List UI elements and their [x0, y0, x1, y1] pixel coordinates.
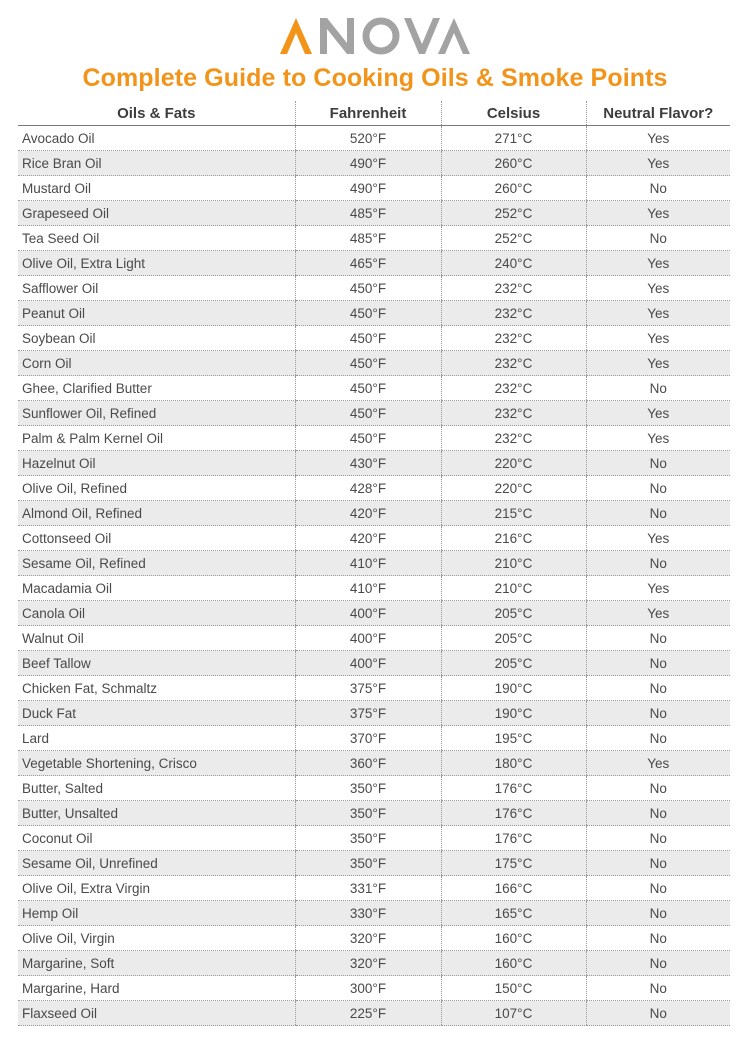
neutral-flavor-cell: No: [586, 901, 730, 926]
neutral-flavor-cell: Yes: [586, 251, 730, 276]
neutral-flavor-cell: Yes: [586, 276, 730, 301]
oil-name-cell: Olive Oil, Refined: [18, 476, 295, 501]
fahrenheit-cell: 320°F: [295, 926, 441, 951]
table-row: [18, 951, 730, 976]
table-row: [18, 426, 730, 451]
neutral-flavor-cell: No: [586, 801, 730, 826]
fahrenheit-cell: 370°F: [295, 726, 441, 751]
oil-name-cell: Butter, Salted: [18, 776, 295, 801]
logo-letter-a: [280, 18, 312, 54]
table-row: [18, 626, 730, 651]
smoke-point-table-container: [18, 101, 730, 1026]
celsius-cell: 210°C: [441, 551, 586, 576]
anova-logo-mark: [280, 16, 470, 56]
celsius-cell: 210°C: [441, 576, 586, 601]
fahrenheit-cell: 400°F: [295, 601, 441, 626]
table-row: [18, 776, 730, 801]
neutral-flavor-cell: No: [586, 176, 730, 201]
neutral-flavor-cell: No: [586, 226, 730, 251]
celsius-cell: 232°C: [441, 376, 586, 401]
table-row: [18, 751, 730, 776]
neutral-flavor-cell: No: [586, 876, 730, 901]
table-row: [18, 701, 730, 726]
table-row: [18, 176, 730, 201]
header-fahrenheit: Fahrenheit: [295, 101, 441, 126]
oil-name-cell: Beef Tallow: [18, 651, 295, 676]
neutral-flavor-cell: No: [586, 651, 730, 676]
oil-name-cell: Margarine, Soft: [18, 951, 295, 976]
neutral-flavor-cell: Yes: [586, 326, 730, 351]
table-row: [18, 676, 730, 701]
celsius-cell: 260°C: [441, 176, 586, 201]
neutral-flavor-cell: No: [586, 476, 730, 501]
fahrenheit-cell: 485°F: [295, 226, 441, 251]
anova-logo: [0, 14, 750, 58]
celsius-cell: 220°C: [441, 451, 586, 476]
neutral-flavor-cell: No: [586, 951, 730, 976]
neutral-flavor-cell: Yes: [586, 301, 730, 326]
table-row: [18, 276, 730, 301]
oil-name-cell: Tea Seed Oil: [18, 226, 295, 251]
fahrenheit-cell: 465°F: [295, 251, 441, 276]
header-neutral-flavor: Neutral Flavor?: [586, 101, 730, 126]
fahrenheit-cell: 520°F: [295, 126, 441, 151]
oil-name-cell: Hazelnut Oil: [18, 451, 295, 476]
oil-name-cell: Butter, Unsalted: [18, 801, 295, 826]
oil-name-cell: Macadamia Oil: [18, 576, 295, 601]
fahrenheit-cell: 428°F: [295, 476, 441, 501]
celsius-cell: 150°C: [441, 976, 586, 1001]
neutral-flavor-cell: No: [586, 976, 730, 1001]
neutral-flavor-cell: No: [586, 626, 730, 651]
oil-name-cell: Hemp Oil: [18, 901, 295, 926]
table-row: [18, 476, 730, 501]
neutral-flavor-cell: No: [586, 851, 730, 876]
oil-name-cell: Margarine, Hard: [18, 976, 295, 1001]
table-body: [18, 126, 730, 1026]
oil-name-cell: Almond Oil, Refined: [18, 501, 295, 526]
table-row: [18, 376, 730, 401]
table-row: [18, 226, 730, 251]
celsius-cell: 260°C: [441, 151, 586, 176]
table-row: [18, 976, 730, 1001]
table-row: [18, 726, 730, 751]
table-row: [18, 351, 730, 376]
oil-name-cell: Rice Bran Oil: [18, 151, 295, 176]
neutral-flavor-cell: Yes: [586, 401, 730, 426]
header-row: [18, 101, 730, 126]
celsius-cell: 205°C: [441, 651, 586, 676]
table-row: [18, 526, 730, 551]
fahrenheit-cell: 450°F: [295, 376, 441, 401]
neutral-flavor-cell: Yes: [586, 601, 730, 626]
oil-name-cell: Chicken Fat, Schmaltz: [18, 676, 295, 701]
celsius-cell: 232°C: [441, 401, 586, 426]
neutral-flavor-cell: Yes: [586, 351, 730, 376]
oil-name-cell: Cottonseed Oil: [18, 526, 295, 551]
fahrenheit-cell: 410°F: [295, 551, 441, 576]
fahrenheit-cell: 320°F: [295, 951, 441, 976]
header-celsius: Celsius: [441, 101, 586, 126]
table-row: [18, 451, 730, 476]
table-header: [18, 101, 730, 126]
table-row: [18, 651, 730, 676]
celsius-cell: 165°C: [441, 901, 586, 926]
oil-name-cell: Sesame Oil, Unrefined: [18, 851, 295, 876]
oil-name-cell: Flaxseed Oil: [18, 1001, 295, 1026]
celsius-cell: 205°C: [441, 626, 586, 651]
neutral-flavor-cell: No: [586, 701, 730, 726]
fahrenheit-cell: 360°F: [295, 751, 441, 776]
oil-name-cell: Sesame Oil, Refined: [18, 551, 295, 576]
oil-name-cell: Mustard Oil: [18, 176, 295, 201]
neutral-flavor-cell: No: [586, 551, 730, 576]
oil-name-cell: Corn Oil: [18, 351, 295, 376]
fahrenheit-cell: 450°F: [295, 301, 441, 326]
celsius-cell: 232°C: [441, 301, 586, 326]
oil-name-cell: Olive Oil, Extra Virgin: [18, 876, 295, 901]
logo-letter-o: [366, 21, 396, 51]
oil-name-cell: Coconut Oil: [18, 826, 295, 851]
celsius-cell: 195°C: [441, 726, 586, 751]
celsius-cell: 232°C: [441, 276, 586, 301]
fahrenheit-cell: 430°F: [295, 451, 441, 476]
neutral-flavor-cell: Yes: [586, 751, 730, 776]
table-row: [18, 926, 730, 951]
celsius-cell: 205°C: [441, 601, 586, 626]
neutral-flavor-cell: No: [586, 1001, 730, 1026]
oil-name-cell: Palm & Palm Kernel Oil: [18, 426, 295, 451]
fahrenheit-cell: 420°F: [295, 501, 441, 526]
celsius-cell: 160°C: [441, 926, 586, 951]
celsius-cell: 271°C: [441, 126, 586, 151]
table-row: [18, 576, 730, 601]
fahrenheit-cell: 420°F: [295, 526, 441, 551]
table-row: [18, 501, 730, 526]
neutral-flavor-cell: No: [586, 726, 730, 751]
oil-name-cell: Lard: [18, 726, 295, 751]
neutral-flavor-cell: No: [586, 501, 730, 526]
table-row: [18, 401, 730, 426]
celsius-cell: 220°C: [441, 476, 586, 501]
celsius-cell: 215°C: [441, 501, 586, 526]
fahrenheit-cell: 375°F: [295, 676, 441, 701]
neutral-flavor-cell: Yes: [586, 526, 730, 551]
celsius-cell: 232°C: [441, 351, 586, 376]
fahrenheit-cell: 331°F: [295, 876, 441, 901]
table-row: [18, 826, 730, 851]
header-oils-fats: Oils & Fats: [18, 101, 295, 126]
neutral-flavor-cell: No: [586, 451, 730, 476]
table-row: [18, 876, 730, 901]
fahrenheit-cell: 350°F: [295, 826, 441, 851]
celsius-cell: 176°C: [441, 826, 586, 851]
celsius-cell: 190°C: [441, 701, 586, 726]
fahrenheit-cell: 450°F: [295, 426, 441, 451]
page-title: Complete Guide to Cooking Oils & Smoke Points: [82, 64, 668, 92]
neutral-flavor-cell: Yes: [586, 201, 730, 226]
oil-name-cell: Canola Oil: [18, 601, 295, 626]
table-row: [18, 601, 730, 626]
celsius-cell: 180°C: [441, 751, 586, 776]
fahrenheit-cell: 330°F: [295, 901, 441, 926]
fahrenheit-cell: 350°F: [295, 851, 441, 876]
neutral-flavor-cell: Yes: [586, 426, 730, 451]
celsius-cell: 107°C: [441, 1001, 586, 1026]
oil-name-cell: Ghee, Clarified Butter: [18, 376, 295, 401]
celsius-cell: 216°C: [441, 526, 586, 551]
celsius-cell: 240°C: [441, 251, 586, 276]
fahrenheit-cell: 485°F: [295, 201, 441, 226]
logo-letter-v: [404, 18, 440, 54]
oil-name-cell: Olive Oil, Extra Light: [18, 251, 295, 276]
celsius-cell: 252°C: [441, 201, 586, 226]
fahrenheit-cell: 225°F: [295, 1001, 441, 1026]
neutral-flavor-cell: No: [586, 376, 730, 401]
oil-name-cell: Sunflower Oil, Refined: [18, 401, 295, 426]
fahrenheit-cell: 450°F: [295, 276, 441, 301]
celsius-cell: 232°C: [441, 426, 586, 451]
neutral-flavor-cell: No: [586, 776, 730, 801]
celsius-cell: 232°C: [441, 326, 586, 351]
fahrenheit-cell: 350°F: [295, 776, 441, 801]
table-row: [18, 1001, 730, 1026]
oil-name-cell: Duck Fat: [18, 701, 295, 726]
oil-name-cell: Grapeseed Oil: [18, 201, 295, 226]
neutral-flavor-cell: No: [586, 826, 730, 851]
oil-name-cell: Avocado Oil: [18, 126, 295, 151]
fahrenheit-cell: 450°F: [295, 401, 441, 426]
oil-name-cell: Olive Oil, Virgin: [18, 926, 295, 951]
celsius-cell: 252°C: [441, 226, 586, 251]
celsius-cell: 166°C: [441, 876, 586, 901]
neutral-flavor-cell: No: [586, 926, 730, 951]
table-row: [18, 851, 730, 876]
table-row: [18, 901, 730, 926]
fahrenheit-cell: 490°F: [295, 151, 441, 176]
table-row: [18, 301, 730, 326]
oil-name-cell: Vegetable Shortening, Crisco: [18, 751, 295, 776]
celsius-cell: 176°C: [441, 801, 586, 826]
logo-letter-n: [320, 18, 354, 54]
table-row: [18, 551, 730, 576]
neutral-flavor-cell: No: [586, 676, 730, 701]
neutral-flavor-cell: Yes: [586, 151, 730, 176]
celsius-cell: 190°C: [441, 676, 586, 701]
fahrenheit-cell: 450°F: [295, 326, 441, 351]
celsius-cell: 160°C: [441, 951, 586, 976]
fahrenheit-cell: 300°F: [295, 976, 441, 1001]
smoke-point-table: [18, 101, 730, 1026]
fahrenheit-cell: 450°F: [295, 351, 441, 376]
table-row: [18, 151, 730, 176]
oil-name-cell: Walnut Oil: [18, 626, 295, 651]
celsius-cell: 176°C: [441, 776, 586, 801]
neutral-flavor-cell: Yes: [586, 576, 730, 601]
oil-name-cell: Soybean Oil: [18, 326, 295, 351]
celsius-cell: 175°C: [441, 851, 586, 876]
logo-letter-a2: [438, 18, 470, 54]
table-row: [18, 201, 730, 226]
oil-name-cell: Peanut Oil: [18, 301, 295, 326]
fahrenheit-cell: 375°F: [295, 701, 441, 726]
neutral-flavor-cell: Yes: [586, 126, 730, 151]
fahrenheit-cell: 400°F: [295, 626, 441, 651]
fahrenheit-cell: 400°F: [295, 651, 441, 676]
table-row: [18, 251, 730, 276]
oil-name-cell: Safflower Oil: [18, 276, 295, 301]
table-row: [18, 801, 730, 826]
fahrenheit-cell: 410°F: [295, 576, 441, 601]
table-row: [18, 326, 730, 351]
fahrenheit-cell: 490°F: [295, 176, 441, 201]
fahrenheit-cell: 350°F: [295, 801, 441, 826]
table-row: [18, 126, 730, 151]
